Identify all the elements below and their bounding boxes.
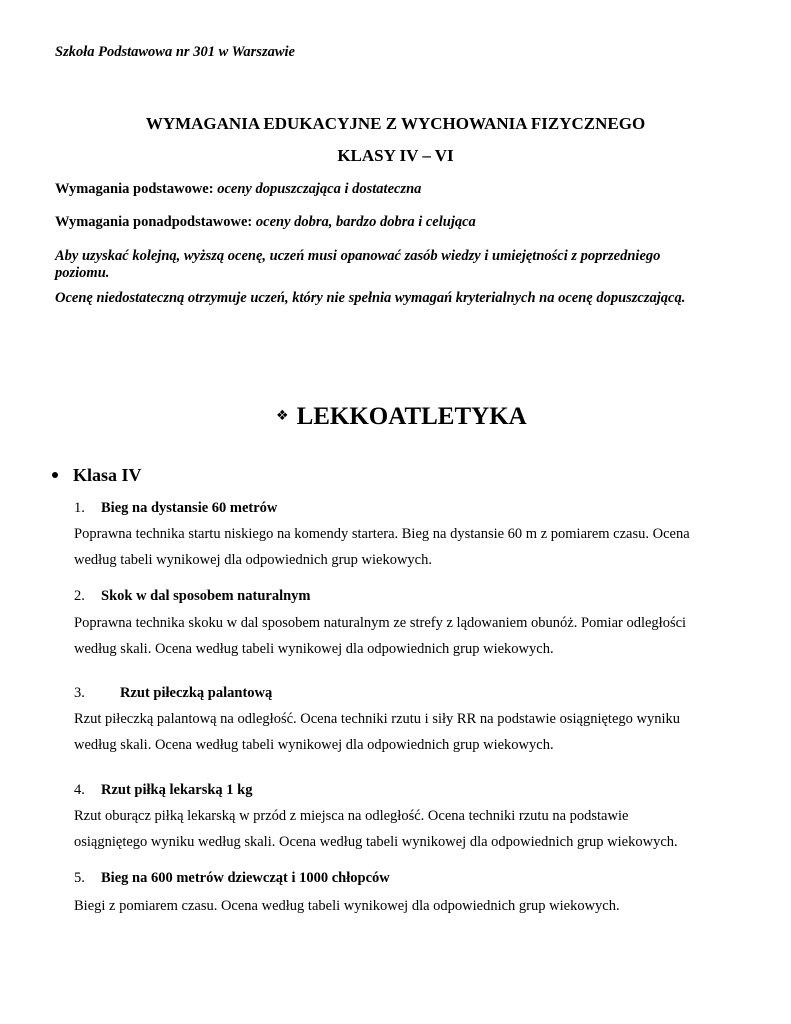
list-item-description — [74, 893, 620, 919]
list-item-name: Rzut piłką lekarską 1 kg — [101, 782, 253, 798]
description-line: Poprawna technika startu niskiego na komendy startera. Bieg na dystansie 60 m z pomiarem czasu. Ocena — [74, 526, 690, 542]
description-line: Poprawna technika skoku w dal sposobem naturalnym ze strefy z lądowaniem obunóż. Pomiar odległości — [74, 615, 687, 631]
list-item-number: 5. — [74, 870, 85, 886]
document-subtitle: KLASY IV – VI — [337, 146, 454, 165]
list-item-number: 1. — [74, 500, 85, 516]
list-item-name: Rzut piłeczką palantową — [120, 685, 273, 701]
description-line: Rzut piłeczką palantową na odległość. Ocena techniki rzutu i siły RR na podstawie osiągniętego wyniku — [74, 711, 681, 727]
basic-requirements-label: Wymagania podstawowe: — [55, 181, 214, 197]
list-item-number: 2. — [74, 588, 85, 604]
section-heading — [276, 403, 527, 431]
description-line: osiągniętego wyniku według skali. Ocena według tabeli wynikowej dla odpowiednich grup wiekowych. — [74, 834, 678, 850]
list-item-heading — [74, 500, 277, 517]
list-item-heading — [74, 870, 390, 887]
document-title: WYMAGANIA EDUKACYJNE Z WYCHOWANIA FIZYCZNEGO — [145, 114, 646, 133]
school-name: Szkoła Podstawowa nr 301 w Warszawie — [55, 44, 295, 60]
description-line: według skali. Ocena według tabeli wynikowej dla odpowiednich grup wiekowych. — [74, 737, 554, 753]
list-item-name: Bieg na 600 metrów dziewcząt i 1000 chłopców — [101, 870, 390, 886]
class-heading — [52, 465, 142, 486]
list-item-heading — [74, 588, 311, 605]
list-item-number: 3. — [74, 685, 85, 701]
advanced-requirements — [55, 214, 476, 231]
list-item-number: 4. — [74, 782, 85, 798]
advanced-requirements-value: oceny dobra, bardzo dobra i celująca — [255, 214, 476, 230]
list-item-heading — [74, 685, 272, 702]
advanced-requirements-label: Wymagania ponadpodstawowe: — [55, 214, 253, 230]
grading-note — [55, 248, 745, 282]
list-item-name: Skok w dal sposobem naturalnym — [101, 588, 311, 604]
grading-note-line: poziomu. — [55, 265, 110, 281]
list-item-description — [74, 706, 680, 758]
list-item-description — [74, 610, 686, 662]
description-line: według tabeli wynikowej dla odpowiednich grup wiekowych. — [74, 552, 432, 568]
bullet-icon — [52, 472, 58, 478]
description-line: według skali. Ocena według tabeli wynikowej dla odpowiednich grup wiekowych. — [74, 641, 554, 657]
class-title: Klasa IV — [73, 465, 142, 485]
basic-requirements-value: oceny dopuszczająca i dostateczna — [217, 181, 422, 197]
section-title: LEKKOATLETYKA — [296, 403, 527, 430]
description-line: Biegi z pomiarem czasu. Ocena według tabeli wynikowej dla odpowiednich grup wiekowych. — [74, 898, 620, 914]
list-item-name: Bieg na dystansie 60 metrów — [101, 500, 278, 516]
list-item-description — [74, 803, 678, 855]
diamond-bullet-icon: ❖ — [276, 408, 289, 425]
list-item-description — [74, 521, 690, 573]
basic-requirements — [55, 181, 421, 198]
description-line: Rzut oburącz piłką lekarską w przód z miejsca na odległość. Ocena techniki rzutu na podstawie — [74, 808, 629, 824]
grading-note-line: Aby uzyskać kolejną, wyższą ocenę, uczeń musi opanować zasób wiedzy i umiejętności z poprzedniego — [55, 248, 661, 264]
list-item-heading — [74, 782, 252, 799]
failing-grade-note: Ocenę niedostateczną otrzymuje uczeń, który nie spełnia wymagań kryterialnych na ocenę dopuszczającą. — [55, 290, 686, 306]
